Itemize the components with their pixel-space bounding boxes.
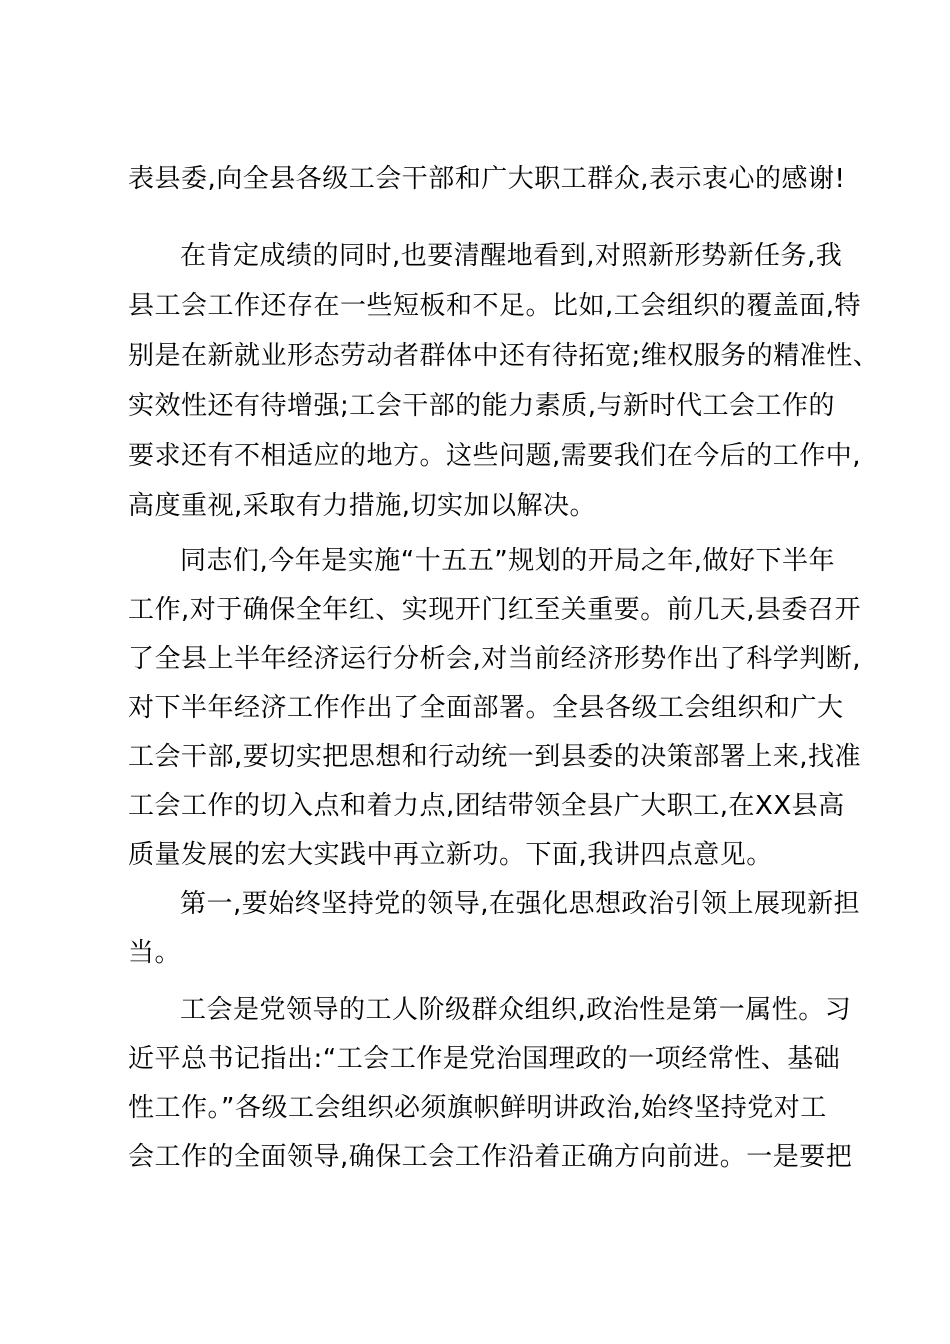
text-line: 工会工作的切入点和着力点,团结带领全县广大职工,在XX县高 <box>128 791 845 821</box>
text-line: 表县委,向全县各级工会干部和广大职工群众,表示衷心的感谢! <box>128 164 846 194</box>
text-line: 高度重视,采取有力措施,切实加以解决。 <box>128 491 597 521</box>
text-line: 工会干部,要切实把思想和行动统一到县委的决策部署上来,找准 <box>128 742 862 772</box>
section-heading-line: 当。 <box>128 938 182 968</box>
text-line: 会工作的全面领导,确保工会工作沿着正确方向前进。一是要把 <box>128 1142 853 1172</box>
text-line: 别是在新就业形态劳动者群体中还有待拓宽;维权服务的精准性、 <box>128 341 880 371</box>
paragraph-start-line: 工会是党领导的工人阶级群众组织,政治性是第一属性。习 <box>180 995 852 1025</box>
text-line: 县工会工作还存在一些短板和不足。比如,工会组织的覆盖面,特 <box>128 291 862 321</box>
text-line: 近平总书记指出:“工会工作是党治国理政的一项经常性、基础 <box>128 1044 841 1074</box>
text-line: 对下半年经济工作作出了全面部署。全县各级工会组织和广大 <box>128 693 844 723</box>
text-line: 性工作。”各级工会组织必须旗帜鲜明讲政治,始终坚持党对工 <box>128 1093 827 1123</box>
paragraph-start-line: 同志们,今年是实施“十五五”规划的开局之年,做好下半年 <box>180 546 835 576</box>
text-line: 了全县上半年经济运行分析会,对当前经济形势作出了科学判断, <box>128 644 862 674</box>
text-line: 质量发展的宏大实践中再立新功。下面,我讲四点意见。 <box>128 840 773 870</box>
text-line: 要求还有不相适应的地方。这些问题,需要我们在今后的工作中, <box>128 441 862 471</box>
text-line: 实效性还有待增强;工会干部的能力素质,与新时代工会工作的 <box>128 391 836 421</box>
paragraph-start-line: 在肯定成绩的同时,也要清醒地看到,对照新形势新任务,我 <box>180 241 843 271</box>
section-heading-line: 第一,要始终坚持党的领导,在强化思想政治引领上展现新担 <box>180 889 861 919</box>
text-line: 工作,对于确保全年红、实现开门红至关重要。前几天,县委召开 <box>128 595 862 625</box>
